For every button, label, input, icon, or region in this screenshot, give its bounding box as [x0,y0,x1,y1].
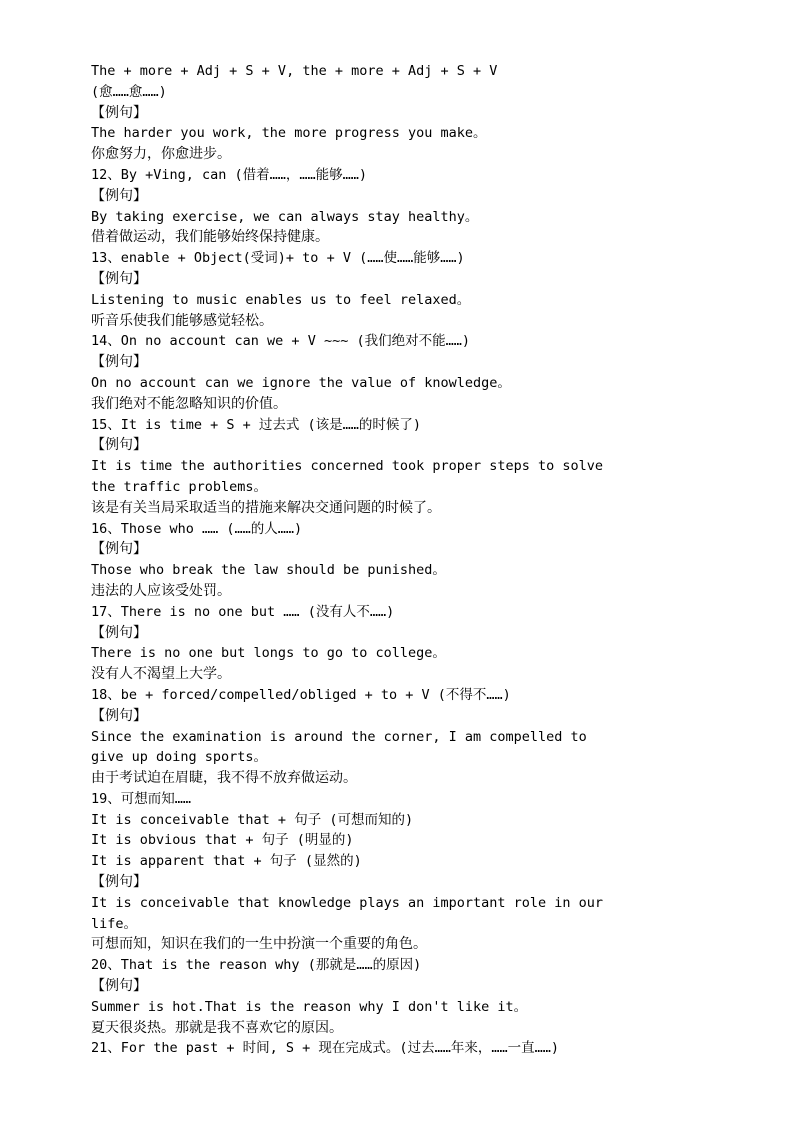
text-line: 21、For the past + 时间, S + 现在完成式。(过去……年来，……一直……) [91,1040,559,1057]
text-line: Listening to music enables us to feel relaxed。 [91,291,471,308]
chinese-translation-line: 听音乐使我们能够感觉轻松。 [91,312,273,329]
text-line: It is apparent that + 句子 (显然的) [91,853,362,870]
text-line: 15、It is time + S + 过去式 (该是……的时候了) [91,416,422,433]
text-line: It is conceivable that + 句子 (可想而知的) [91,811,414,828]
text-line: There is no one but longs to go to college。 [91,645,446,662]
example-heading: 【例句】 [91,978,147,995]
text-line: Those who break the law should be punished。 [91,562,446,579]
chinese-translation-line: 可想而知，知识在我们的一生中扮演一个重要的角色。 [91,936,427,953]
example-heading: 【例句】 [91,707,147,724]
chinese-translation-line: 我们绝对不能忽略知识的价值。 [91,395,287,412]
text-line: 16、Those who …… (……的人……) [91,520,303,537]
text-line: 12、By +Ving, can (借着……，……能够……) [91,166,368,183]
text-line: 17、There is no one but …… (没有人不……) [91,603,395,620]
example-heading: 【例句】 [91,437,147,454]
chinese-translation-line: 你愈努力，你愈进步。 [91,146,231,163]
text-line: The harder you work, the more progress you make。 [91,125,487,142]
text-line: 18、be + forced/compelled/obliged + to + V (不得不……) [91,686,511,703]
chinese-translation-line: 夏天很炎热。那就是我不喜欢它的原因。 [91,1019,343,1036]
chinese-translation-line: 该是有关当局采取适当的措施来解决交通问题的时候了。 [91,499,441,516]
example-heading: 【例句】 [91,874,147,891]
text-line: life。 [91,915,138,932]
example-heading: 【例句】 [91,541,147,558]
example-heading: 【例句】 [91,187,147,204]
text-line: On no account can we ignore the value of knowledge。 [91,374,511,391]
text-line: give up doing sports。 [91,749,268,766]
example-heading: 【例句】 [91,270,147,287]
text-line: Summer is hot.That is the reason why I don't like it。 [91,998,528,1015]
text-line: It is time the authorities concerned took proper steps to solve [91,458,604,475]
text-line: the traffic problems。 [91,478,268,495]
text-line: 20、That is the reason why (那就是……的原因) [91,957,422,974]
example-heading: 【例句】 [91,354,147,371]
chinese-translation-line: 没有人不渴望上大学。 [91,666,231,683]
example-heading: 【例句】 [91,624,147,641]
text-line: 13、enable + Object(受词)+ to + V (……使……能够……) [91,250,465,267]
chinese-translation-line: 由于考试迫在眉睫，我不得不放弃做运动。 [91,770,357,787]
text-line: By taking exercise, we can always stay healthy。 [91,208,479,225]
text-line: Since the examination is around the corner, I am compelled to [91,728,587,745]
text-line: The + more + Adj + S + V, the + more + Adj + S + V [91,63,498,79]
text-line: (愈……愈……) [91,83,167,100]
chinese-translation-line: 违法的人应该受处罚。 [91,582,231,599]
chinese-translation-line: 借着做运动，我们能够始终保持健康。 [91,229,329,246]
text-line: It is obvious that + 句子 (明显的) [91,832,354,849]
text-line: 14、On no account can we + V ~~~ (我们绝对不能……) [91,333,470,350]
example-heading: 【例句】 [91,104,147,121]
text-line: 19、可想而知…… [91,790,192,807]
document-page [91,61,731,1059]
text-line: It is conceivable that knowledge plays an important role in our [91,894,604,911]
